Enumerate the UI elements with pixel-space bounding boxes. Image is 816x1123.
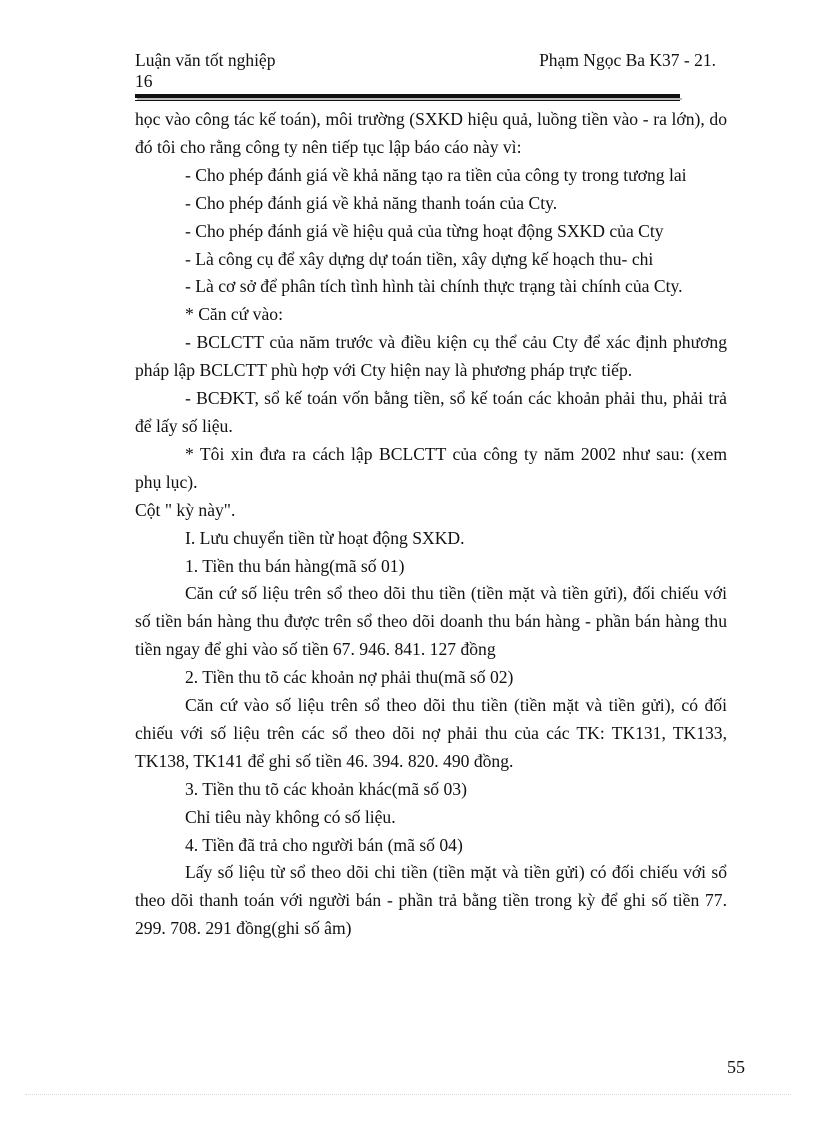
paragraph: * Tôi xin đưa ra cách lập BCLCTT của công ty năm 2002 như sau: (xem phụ lục).: [135, 443, 727, 492]
paragraph: - Cho phép đánh giá về khả năng thanh toán của Cty.: [185, 192, 558, 213]
paragraph: học vào công tác kế toán), môi trường (SXKD hiệu quả, luồng tiền vào - ra lớn), do đó tôi cho rằng công ty nên tiếp tục lập báo cáo này vì:: [135, 109, 727, 157]
page-number: 55: [727, 1057, 745, 1077]
header-rule-thin: [135, 100, 680, 101]
author-name: Phạm Ngọc Ba K37 - 21.: [539, 50, 716, 70]
paragraph: - Cho phép đánh giá về khả năng tạo ra tiền của công ty trong tương lai: [185, 164, 687, 185]
paragraph: 3. Tiền thu tõ các khoản khác(mã số 03): [185, 778, 467, 799]
paragraph: 2. Tiền thu tõ các khoản nợ phải thu(mã số 02): [185, 667, 514, 688]
paragraph: Căn cứ vào số liệu trên sổ theo dõi thu tiền (tiền mặt và tiền gửi), có đối chiếu với số liệu trên các sổ theo dõi nợ phải thu của các TK: TK131, TK133, TK138, TK141 để ghi số tiền 46. 394. 820. 490 đồng.: [135, 695, 727, 771]
paragraph: - Là công cụ để xây dựng dự toán tiền, xây dựng kế hoạch thu- chi: [185, 248, 654, 269]
paragraph: Cột " kỳ này".: [135, 499, 236, 520]
page-header: [135, 49, 726, 93]
paragraph: - BCLCTT của năm trước và điều kiện cụ thể cảu Cty để xác định phương pháp lập BCLCTT phù hợp với Cty hiện nay là phương pháp trực tiếp.: [135, 332, 727, 381]
paragraph: I. Lưu chuyển tiền từ hoạt động SXKD.: [185, 527, 465, 548]
thesis-title: Luận văn tốt nghiệp: [135, 50, 276, 70]
page-bottom-divider: [25, 1094, 791, 1095]
body-text: [135, 106, 727, 943]
paragraph: Căn cứ số liệu trên sổ theo dõi thu tiền (tiền mặt và tiền gửi), đối chiếu với số tiền bán hàng thu được trên sổ theo dõi doanh thu bán hàng - phần bán hàng thu tiền ngay để ghi vào số tiền 67. 946. 841. 127 đồng: [135, 583, 727, 660]
paragraph: * Căn cứ vào:: [185, 304, 283, 325]
paragraph: - Là cơ sở để phân tích tình hình tài chính thực trạng tài chính của Cty.: [185, 276, 683, 297]
paragraph: 4. Tiền đã trả cho người bán (mã số 04): [185, 834, 463, 855]
paragraph: 1. Tiền thu bán hàng(mã số 01): [185, 555, 405, 576]
paragraph: Lấy số liệu từ sổ theo dõi chi tiền (tiền mặt và tiền gửi) có đối chiếu với sổ theo dõi thanh toán với người bán - phần trả bằng tiền trong kỳ để ghi số tiền 77. 299. 708. 291 đồng(ghi số âm): [135, 862, 727, 939]
header-line-number: 16: [135, 71, 153, 91]
paragraph: - BCĐKT, sổ kế toán vốn bằng tiền, sổ kế toán các khoản phải thu, phải trả để lấy số liệu.: [135, 388, 727, 436]
paragraph: - Cho phép đánh giá về hiệu quả của từng hoạt động SXKD của Cty: [185, 220, 664, 241]
paragraph: Chỉ tiêu này không có số liệu.: [185, 806, 396, 827]
